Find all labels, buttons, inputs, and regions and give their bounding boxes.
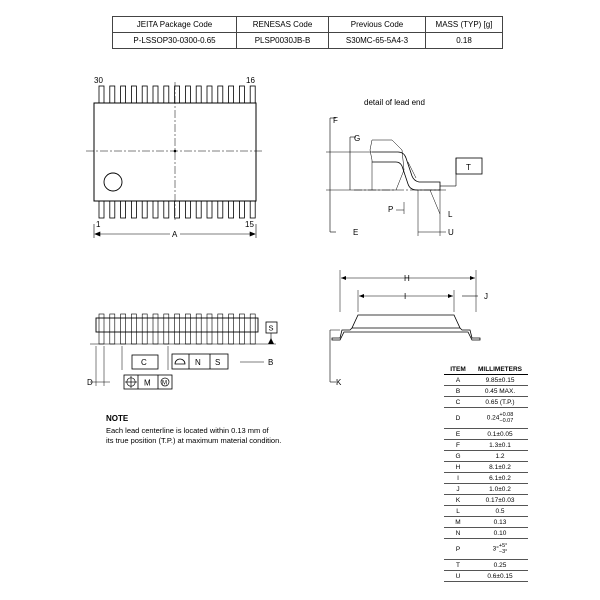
dimension-row [444, 451, 528, 462]
lead-pin-top [207, 86, 212, 103]
n-label: N [195, 358, 201, 367]
dimension-value [472, 539, 528, 560]
dimension-item: F [444, 440, 472, 451]
lead-pin-side [175, 314, 180, 344]
dimension-table-body [444, 375, 528, 582]
end-label-h: H [404, 274, 410, 283]
tolerance-upper: +5° [498, 543, 508, 549]
dim-header-item: ITEM [444, 364, 472, 375]
dimension-item: C [444, 397, 472, 408]
dimension-item: L [444, 506, 472, 517]
dimension-tolerance [499, 412, 513, 424]
bottom-pin-row [99, 201, 255, 218]
dimension-item: T [444, 560, 472, 571]
lead-pin-bottom [185, 201, 190, 218]
dimension-nominal: 0.5 [495, 507, 505, 515]
lead-pin-bottom [229, 201, 234, 218]
lead-pin-side [185, 314, 190, 344]
dimension-row [444, 560, 528, 571]
note-title: NOTE [106, 414, 129, 423]
dimension-value [472, 429, 528, 440]
tolerance-lower: −3° [498, 549, 508, 555]
dimension-item: H [444, 462, 472, 473]
lead-detail-drawing [326, 118, 456, 236]
dimension-item: B [444, 386, 472, 397]
pin-1-label: 1 [96, 220, 101, 229]
lead-pin-top [99, 86, 104, 103]
dimension-value [472, 495, 528, 506]
dimension-nominal: 8.1±0.2 [489, 463, 511, 471]
dimension-item: A [444, 375, 472, 386]
lead-pin-top [239, 86, 244, 103]
lead-pin-side [110, 314, 115, 344]
dimension-nominal: 1.0±0.2 [489, 485, 511, 493]
dimension-value [472, 506, 528, 517]
dimension-value [472, 473, 528, 484]
flatness-icon [175, 359, 185, 364]
lead-pin-bottom [250, 201, 255, 218]
lead-pin-side [99, 314, 104, 344]
dimension-nominal: 0.45 MAX. [484, 387, 516, 395]
dimension-row [444, 528, 528, 539]
end-label-k: K [336, 378, 342, 387]
header-mass: MASS (TYP) [g] [426, 17, 503, 33]
lead-pin-side [142, 314, 147, 344]
dimension-row [444, 473, 528, 484]
header-previous: Previous Code [329, 17, 426, 33]
dimension-value [472, 462, 528, 473]
dimension-tolerance [499, 543, 507, 555]
lead-label-e: E [353, 228, 359, 237]
lead-pin-side [207, 314, 212, 344]
dimension-item: E [444, 429, 472, 440]
dimension-item: D [444, 408, 472, 429]
lead-pin-bottom [153, 201, 158, 218]
dimension-row [444, 539, 528, 560]
dimension-nominal: 1.2 [495, 452, 505, 460]
value-renesas: PLSP0030JB-B [237, 33, 329, 49]
dimension-row [444, 495, 528, 506]
s-datum-label: S [268, 323, 274, 333]
header-renesas: RENESAS Code [237, 17, 329, 33]
note-block [106, 414, 281, 446]
lead-pin-top [121, 86, 126, 103]
lead-pin-top [164, 86, 169, 103]
lead-pin-side [229, 314, 234, 344]
dimension-nominal: 1.3±0.1 [489, 441, 511, 449]
lead-detail-title: detail of lead end [364, 98, 425, 107]
lead-pin-top [196, 86, 201, 103]
dimension-row [444, 375, 528, 386]
dimension-value [472, 386, 528, 397]
dimension-nominal: 0.25 [493, 561, 507, 569]
dimension-row [444, 397, 528, 408]
lead-pin-bottom [110, 201, 115, 218]
dimension-value [472, 397, 528, 408]
header-jeita: JEITA Package Code [113, 17, 237, 33]
lead-pin-top [153, 86, 158, 103]
dimension-table [444, 364, 528, 582]
dimension-a-label: A [172, 230, 178, 239]
dimension-item: J [444, 484, 472, 495]
dimension-value [472, 517, 528, 528]
lead-pin-side [250, 314, 255, 344]
lead-pin-bottom [99, 201, 104, 218]
s-datum-arrow [268, 338, 274, 344]
lead-label-f: F [333, 116, 338, 125]
dimension-value [472, 560, 528, 571]
dimension-row [444, 440, 528, 451]
dimension-nominal: 0.6±0.15 [487, 572, 513, 580]
pin-15-label: 15 [245, 220, 254, 229]
dimension-item: K [444, 495, 472, 506]
mmc-icon-glyph: M [162, 380, 167, 387]
lead-pin-bottom [239, 201, 244, 218]
lead-pin-bottom [131, 201, 136, 218]
pin-30-label: 30 [94, 76, 103, 85]
lead-pin-side [153, 314, 158, 344]
lead-pin-side [239, 314, 244, 344]
end-label-i: I [404, 292, 407, 301]
dimension-row [444, 571, 528, 582]
dimension-nominal: 0.10 [493, 529, 507, 537]
lead-pin-top [142, 86, 147, 103]
dimension-row [444, 462, 528, 473]
lead-pin-bottom [218, 201, 223, 218]
value-jeita: P-LSSOP30-0300-0.65 [113, 33, 237, 49]
tolerance-upper: +0.08 [499, 412, 514, 418]
pin-16-label: 16 [246, 76, 255, 85]
dimension-nominal: 6.1±0.2 [489, 474, 511, 482]
position-icon [125, 376, 137, 388]
lead-pin-side [196, 314, 201, 344]
lead-label-u: U [448, 228, 454, 237]
dimension-row [444, 429, 528, 440]
side-view-pins [99, 314, 255, 344]
end-label-j: J [484, 292, 488, 301]
dimension-item: I [444, 473, 472, 484]
lead-pin-bottom [121, 201, 126, 218]
dimension-item: G [444, 451, 472, 462]
dimension-nominal: 3° [492, 545, 499, 553]
lead-pin-top [250, 86, 255, 103]
dimension-nominal: 0.65 (T.P.) [485, 398, 515, 406]
dimension-value [472, 451, 528, 462]
lead-label-l: L [448, 210, 453, 219]
dimension-row [444, 484, 528, 495]
value-previous: S30MC-65-5A4-3 [329, 33, 426, 49]
dimension-nominal: 0.1±0.05 [487, 430, 513, 438]
dim-header-mm: MILLIMETERS [472, 364, 528, 375]
lead-pin-bottom [164, 201, 169, 218]
lead-label-g: G [354, 134, 361, 143]
dimension-item: U [444, 571, 472, 582]
note-line-1: Each lead centerline is located within 0.13 mm of [106, 426, 269, 435]
dimension-value [472, 484, 528, 495]
dimension-item: P [444, 539, 472, 560]
lead-label-t: T [466, 163, 471, 172]
top-pin-row [99, 86, 255, 103]
dimension-value [472, 408, 528, 429]
pin1-marker [104, 173, 122, 191]
d-label: D [87, 378, 93, 387]
lead-pin-bottom [142, 201, 147, 218]
dimension-nominal: 0.13 [493, 518, 507, 526]
dimension-row [444, 386, 528, 397]
dimension-row [444, 408, 528, 429]
dimension-item: N [444, 528, 472, 539]
dimension-value [472, 375, 528, 386]
dimension-row [444, 517, 528, 528]
lead-pin-top [131, 86, 136, 103]
note-line-2: its true position (T.P.) at maximum material condition. [106, 436, 282, 445]
lead-pin-top [175, 86, 180, 103]
lead-pin-side [164, 314, 169, 344]
dimension-value [472, 571, 528, 582]
dimension-item: M [444, 517, 472, 528]
lead-pin-bottom [196, 201, 201, 218]
lead-pin-top [110, 86, 115, 103]
lead-pin-bottom [175, 201, 180, 218]
dimension-nominal: 0.17±0.03 [485, 496, 515, 504]
value-mass: 0.18 [426, 33, 503, 49]
lead-pin-side [218, 314, 223, 344]
dimension-value [472, 440, 528, 451]
dimension-value [472, 528, 528, 539]
c-label: C [141, 358, 147, 367]
s2-label: S [215, 358, 221, 367]
lead-pin-top [218, 86, 223, 103]
dimension-nominal: 9.85±0.15 [485, 376, 515, 384]
lead-pin-side [121, 314, 126, 344]
tolerance-lower: −0.07 [499, 418, 514, 424]
b-label: B [268, 358, 274, 367]
dimension-nominal: 0.24 [486, 414, 500, 422]
dimension-row [444, 506, 528, 517]
lead-pin-top [185, 86, 190, 103]
lead-pin-top [229, 86, 234, 103]
m-label: M [144, 378, 151, 388]
lead-pin-side [131, 314, 136, 344]
center-dot [174, 150, 177, 153]
lead-label-p: P [388, 205, 394, 214]
lead-pin-bottom [207, 201, 212, 218]
